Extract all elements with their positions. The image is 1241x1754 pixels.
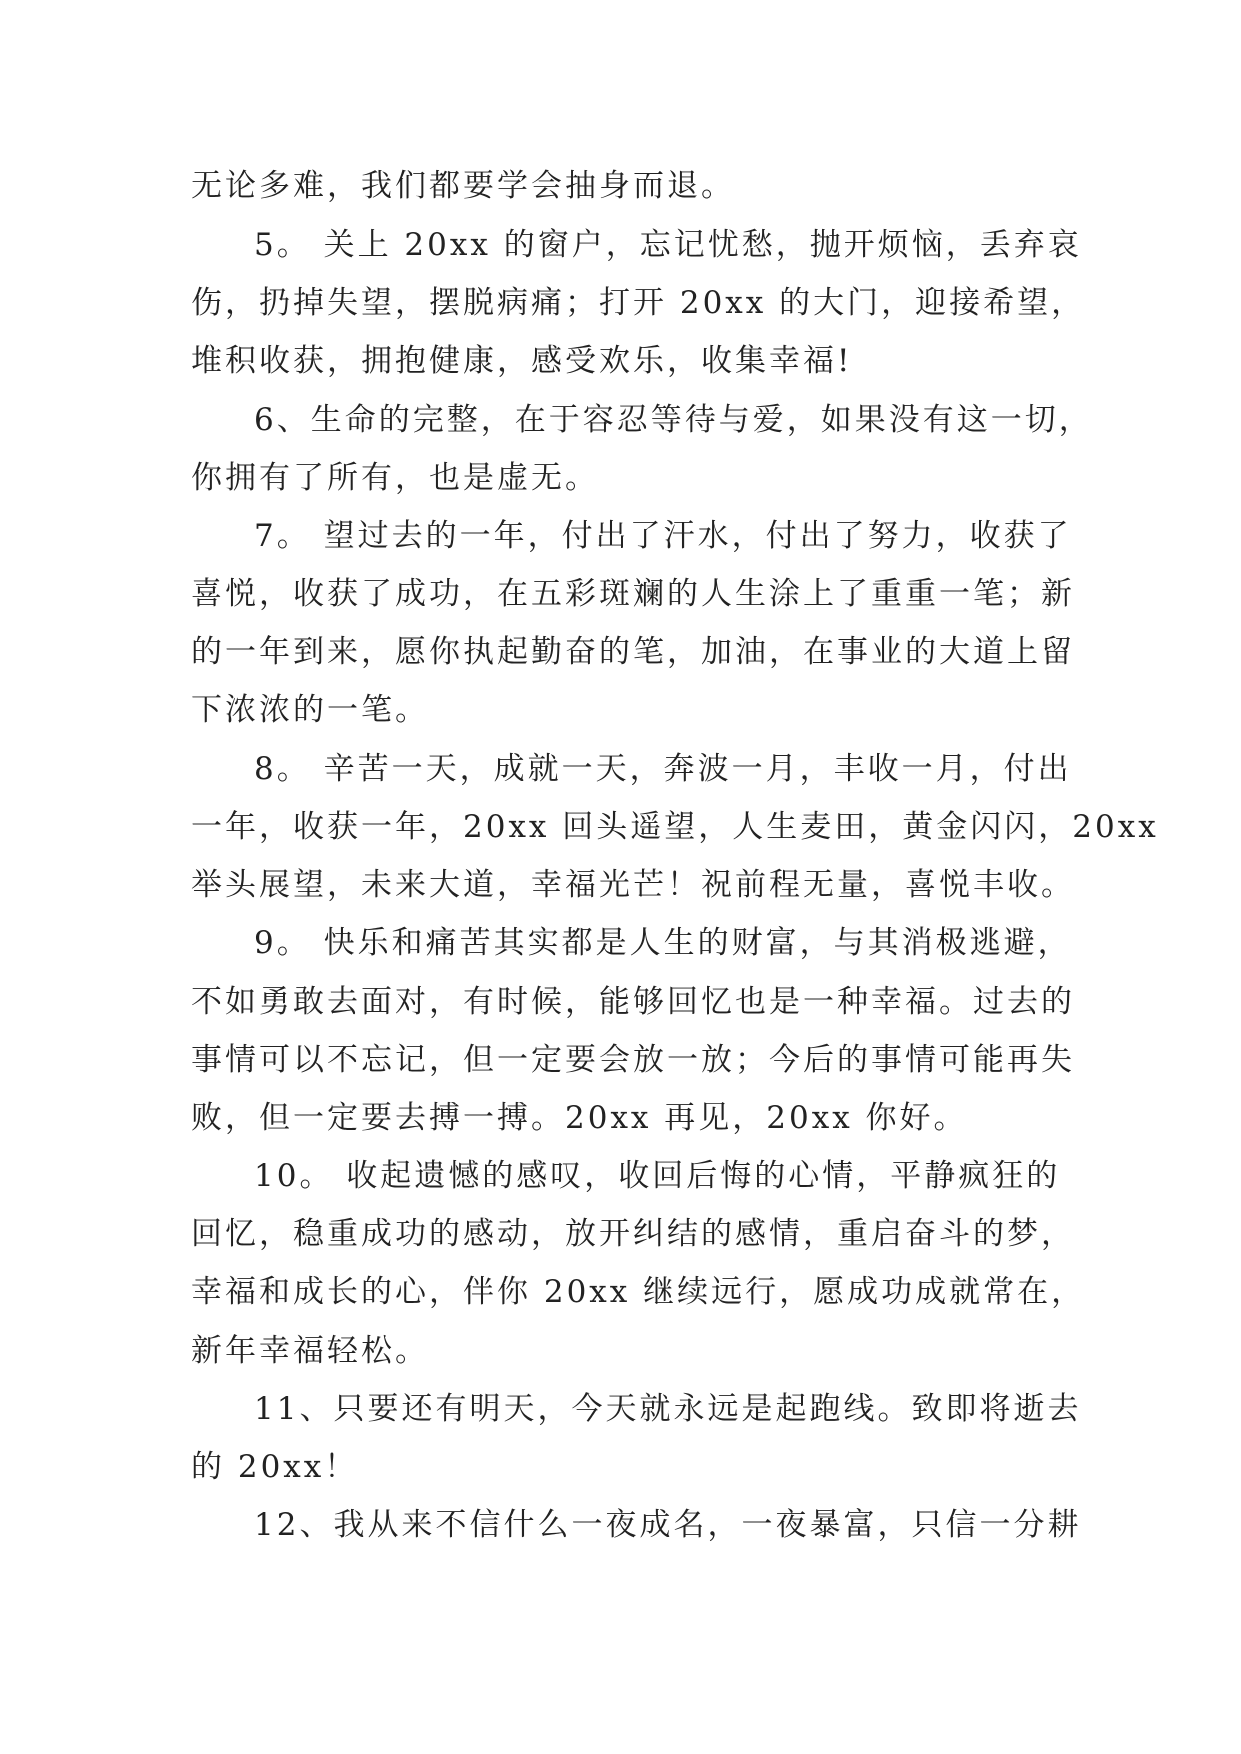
paragraph-6-start: 6、生命的完整，在于容忍等待与爱，如果没有这一切，: [254, 402, 1093, 438]
text-line: 喜悦，收获了成功，在五彩斑斓的人生涂上了重重一笔；新: [191, 576, 1075, 612]
text-line: 新年幸福轻松。: [191, 1333, 429, 1369]
text-line: 无论多难，我们都要学会抽身而退。: [191, 168, 735, 204]
text-line: 你拥有了所有，也是虚无。: [191, 460, 599, 496]
paragraph-11-start: 11、只要还有明天，今天就永远是起跑线。致即将逝去: [254, 1391, 1082, 1427]
paragraph-9-start: 9。 快乐和痛苦其实都是人生的财富，与其消极逃避，: [254, 925, 1072, 961]
text-line: 事情可以不忘记，但一定要会放一放；今后的事情可能再失: [191, 1042, 1075, 1078]
paragraph-10-start: 10。 收起遗憾的感叹，收回后悔的心情，平静疯狂的: [254, 1158, 1061, 1194]
text-line: 败，但一定要去搏一搏。20xx 再见，20xx 你好。: [191, 1100, 968, 1136]
paragraph-7-start: 7。 望过去的一年，付出了汗水，付出了努力，收获了: [254, 518, 1072, 554]
text-line: 不如勇敢去面对，有时候，能够回忆也是一种幸福。过去的: [191, 984, 1075, 1020]
text-line: 的 20xx！: [191, 1449, 359, 1485]
text-line: 幸福和成长的心，伴你 20xx 继续远行，愿成功成就常在，: [191, 1274, 1086, 1310]
paragraph-5-start: 5。 关上 20xx 的窗户，忘记忧愁，抛开烦恼，丢弃哀: [254, 227, 1082, 263]
text-line: 举头展望，未来大道，幸福光芒！祝前程无量，喜悦丰收。: [191, 867, 1075, 903]
paragraph-12-start: 12、我从来不信什么一夜成名，一夜暴富，只信一分耕: [254, 1507, 1082, 1543]
text-line: 回忆，稳重成功的感动，放开纠结的感情，重启奋斗的梦，: [191, 1216, 1075, 1252]
text-line: 一年，收获一年，20xx 回头遥望，人生麦田，黄金闪闪，20xx: [191, 809, 1159, 845]
text-line: 的一年到来，愿你执起勤奋的笔，加油，在事业的大道上留: [191, 634, 1075, 670]
text-line: 堆积收获，拥抱健康，感受欢乐，收集幸福!: [191, 343, 853, 379]
paragraph-8-start: 8。 辛苦一天，成就一天，奔波一月，丰收一月，付出: [254, 751, 1072, 787]
text-line: 下浓浓的一笔。: [191, 692, 429, 728]
text-line: 伤，扔掉失望，摆脱病痛；打开 20xx 的大门，迎接希望，: [191, 285, 1086, 321]
